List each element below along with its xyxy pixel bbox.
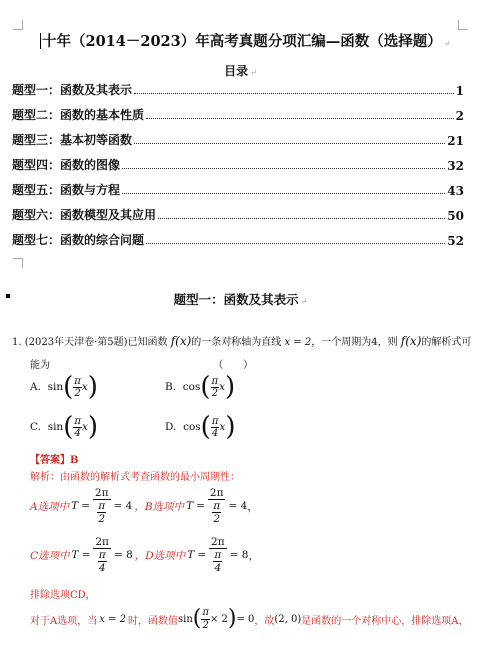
inner-denominator: 4 bbox=[98, 562, 106, 574]
x-value: x = 2 bbox=[99, 613, 126, 625]
section-title-text: 题型一：函数及其表示 bbox=[173, 292, 299, 307]
sin-fraction bbox=[201, 607, 210, 632]
option-function: sin bbox=[47, 421, 64, 433]
toc-entry-page: 1 bbox=[455, 84, 464, 98]
period-result: = 4 bbox=[113, 500, 133, 512]
toc-entry[interactable] bbox=[12, 182, 464, 198]
option-d-label: ，D选项中 bbox=[134, 549, 186, 562]
corner-mark-top-left bbox=[13, 20, 23, 30]
left-paren: ( bbox=[192, 606, 202, 631]
option-fraction bbox=[211, 416, 220, 439]
corner-mark-bottom-left bbox=[13, 258, 23, 268]
sin-function: sin bbox=[177, 613, 193, 625]
option-a[interactable] bbox=[30, 374, 98, 400]
period-fraction bbox=[93, 536, 111, 574]
toc-leader-dots bbox=[146, 243, 445, 244]
left-paren: ( bbox=[200, 412, 211, 442]
question-stem-part: 的一条对称轴为直线 bbox=[191, 337, 282, 348]
option-variable: x bbox=[81, 381, 88, 393]
period-fraction bbox=[209, 536, 227, 574]
option-variable: x bbox=[81, 421, 88, 433]
inner-denominator: 2 bbox=[213, 513, 221, 525]
option-letter: C. bbox=[30, 421, 41, 433]
fraction-denominator: 4 bbox=[74, 427, 81, 439]
function-symbol: f(x) bbox=[170, 334, 192, 348]
inner-numerator: π bbox=[202, 606, 209, 618]
fraction-numerator: 2π bbox=[211, 536, 225, 548]
toc-entry-label: 题型四：函数的图像 bbox=[12, 158, 121, 172]
fraction-numerator: π bbox=[74, 375, 81, 387]
answer-blank: （ ） bbox=[213, 360, 254, 371]
toc-entry[interactable] bbox=[12, 82, 464, 98]
option-variable: x bbox=[219, 381, 225, 393]
equation-row-cd bbox=[30, 536, 259, 574]
toc-entry-label: 题型五：函数与方程 bbox=[12, 183, 121, 197]
fraction-denominator bbox=[212, 500, 221, 525]
toc-leader-dots bbox=[122, 193, 445, 194]
question-stem bbox=[12, 333, 471, 348]
option-b-label: ，B选项中 bbox=[134, 500, 185, 513]
toc-entry-page: 43 bbox=[447, 184, 464, 198]
option-b[interactable] bbox=[165, 374, 235, 400]
inner-denominator: 2 bbox=[98, 513, 106, 525]
final-text-part: 时，函数值 bbox=[127, 615, 178, 627]
fraction-denominator bbox=[213, 549, 222, 574]
toc-entry-label: 题型二：函数的基本性质 bbox=[12, 108, 145, 122]
final-line bbox=[30, 606, 469, 632]
fraction-numerator: 2π bbox=[95, 536, 109, 548]
right-paren: ) bbox=[225, 412, 236, 442]
question-source: (2023年天津卷·第5题) bbox=[24, 337, 128, 348]
question-stem-line2 bbox=[30, 356, 253, 371]
left-paren: ( bbox=[63, 412, 74, 442]
period-fraction bbox=[93, 487, 111, 525]
option-letter: D. bbox=[165, 421, 177, 433]
fraction-numerator: 2π bbox=[94, 487, 109, 499]
toc-entry-page: 21 bbox=[447, 134, 464, 148]
equals-sign: = bbox=[196, 500, 205, 512]
period-symbol: T bbox=[71, 500, 79, 512]
answer-label: 【答案】B bbox=[30, 455, 79, 466]
section-title bbox=[0, 290, 481, 308]
question-number: 1. bbox=[12, 337, 22, 348]
axis-equation: x = 2 bbox=[284, 337, 312, 348]
option-c[interactable] bbox=[30, 414, 98, 440]
period-fraction bbox=[208, 487, 226, 525]
function-symbol: f(x) bbox=[400, 334, 422, 348]
toc-leader-dots bbox=[158, 218, 445, 219]
equals-sign: = bbox=[81, 500, 90, 512]
multiply-term: × 2 bbox=[209, 613, 228, 625]
option-function: cos bbox=[183, 421, 201, 433]
toc-entry-page: 52 bbox=[447, 234, 464, 248]
equals-sign: = bbox=[197, 549, 207, 561]
question-stem-part: 能为 bbox=[30, 360, 50, 371]
toc-entry-label: 题型三：基本初等函数 bbox=[12, 133, 133, 147]
option-fraction bbox=[73, 416, 82, 439]
period-symbol: T bbox=[186, 500, 194, 512]
option-a-label: A选项中 bbox=[30, 500, 70, 513]
equals-sign: = bbox=[81, 549, 91, 561]
option-d[interactable] bbox=[165, 414, 235, 440]
inner-numerator: π bbox=[98, 549, 106, 561]
toc-leader-dots bbox=[134, 93, 454, 94]
toc-entry-label: 题型七：函数的综合问题 bbox=[12, 233, 145, 247]
paragraph-mark-icon: ↵ bbox=[250, 68, 257, 77]
fraction-numerator: 2π bbox=[209, 487, 224, 499]
question-stem-part: ，一个周期为4，则 bbox=[311, 337, 398, 348]
toc-entry[interactable] bbox=[12, 207, 464, 223]
option-fraction bbox=[73, 376, 82, 399]
option-fraction bbox=[211, 376, 220, 399]
fraction-denominator bbox=[97, 500, 106, 525]
toc-heading bbox=[0, 62, 481, 79]
fraction-denominator: 2 bbox=[74, 387, 81, 399]
toc-leader-dots bbox=[146, 118, 454, 119]
final-text-part: 对于A选项，当 bbox=[30, 615, 98, 627]
toc-entry-page: 32 bbox=[447, 159, 464, 173]
fraction-numerator: π bbox=[74, 415, 81, 427]
option-function: cos bbox=[182, 381, 201, 393]
paragraph-mark-icon: ↵ bbox=[300, 297, 308, 306]
toc-entry[interactable] bbox=[12, 232, 464, 248]
toc-entry[interactable] bbox=[12, 132, 464, 148]
toc-leader-dots bbox=[134, 143, 445, 144]
period-result: = 8 bbox=[229, 549, 249, 561]
right-paren: ) bbox=[225, 372, 236, 402]
final-text-part: ，故 bbox=[254, 615, 275, 627]
period-symbol: T bbox=[71, 549, 79, 561]
option-function: sin bbox=[47, 381, 64, 393]
right-paren: ) bbox=[87, 372, 98, 402]
right-paren: ) bbox=[87, 412, 99, 442]
toc-entry-label: 题型一：函数及其表示 bbox=[12, 83, 133, 97]
inner-denominator: 4 bbox=[214, 562, 222, 574]
inner-numerator: π bbox=[213, 500, 221, 512]
fraction-denominator bbox=[98, 549, 107, 574]
inner-numerator: π bbox=[214, 549, 222, 561]
left-paren: ( bbox=[200, 372, 211, 402]
final-text-part: 是函数的一个对称中心，排除选项A， bbox=[301, 615, 469, 627]
option-c-label: C选项中 bbox=[30, 549, 70, 562]
corner-mark-top-right bbox=[458, 20, 468, 30]
toc-entry-page: 2 bbox=[455, 109, 464, 123]
period-result: = 8 bbox=[113, 549, 133, 561]
equation-row-ab bbox=[30, 487, 258, 525]
fraction-denominator: 2 bbox=[211, 387, 218, 399]
toc-entry-label: 题型六：函数模型及其应用 bbox=[12, 208, 157, 222]
period-symbol: T bbox=[187, 549, 195, 561]
toc-heading-text: 目录 bbox=[224, 64, 249, 78]
document-title[interactable] bbox=[40, 30, 460, 51]
document-title-text: 十年（2014－2023）年高考真题分项汇编—函数（选择题） bbox=[42, 33, 442, 50]
fraction-numerator: π bbox=[211, 375, 219, 387]
comma: ， bbox=[247, 500, 258, 513]
question-stem-part: 已知函数 bbox=[127, 337, 168, 348]
option-letter: A. bbox=[30, 381, 41, 393]
toc-entry-page: 50 bbox=[447, 209, 464, 223]
analysis-text: 解析：由函数的解析式考查函数的最小周期性： bbox=[30, 472, 240, 483]
fraction-denominator: 4 bbox=[211, 427, 219, 439]
option-letter: B. bbox=[165, 381, 177, 393]
period-result: = 4 bbox=[228, 500, 248, 512]
question-stem-part: 的解析式可 bbox=[421, 337, 472, 348]
paragraph-mark-icon: ↵ bbox=[443, 39, 451, 48]
option-variable: x bbox=[219, 421, 226, 433]
fraction-numerator: π bbox=[211, 415, 219, 427]
text-cursor bbox=[40, 33, 41, 49]
inner-numerator: π bbox=[98, 500, 106, 512]
inner-denominator: 2 bbox=[202, 619, 209, 631]
toc-entry[interactable] bbox=[12, 157, 464, 173]
right-paren: ) bbox=[227, 606, 237, 631]
zero-result: = 0 bbox=[236, 613, 255, 625]
center-point: (2, 0) bbox=[274, 613, 302, 625]
exclude-text: 排除选项CD， bbox=[30, 590, 96, 601]
toc-leader-dots bbox=[122, 168, 445, 169]
left-paren: ( bbox=[63, 372, 74, 402]
comma: ， bbox=[248, 549, 259, 562]
toc-entry[interactable] bbox=[12, 107, 464, 123]
